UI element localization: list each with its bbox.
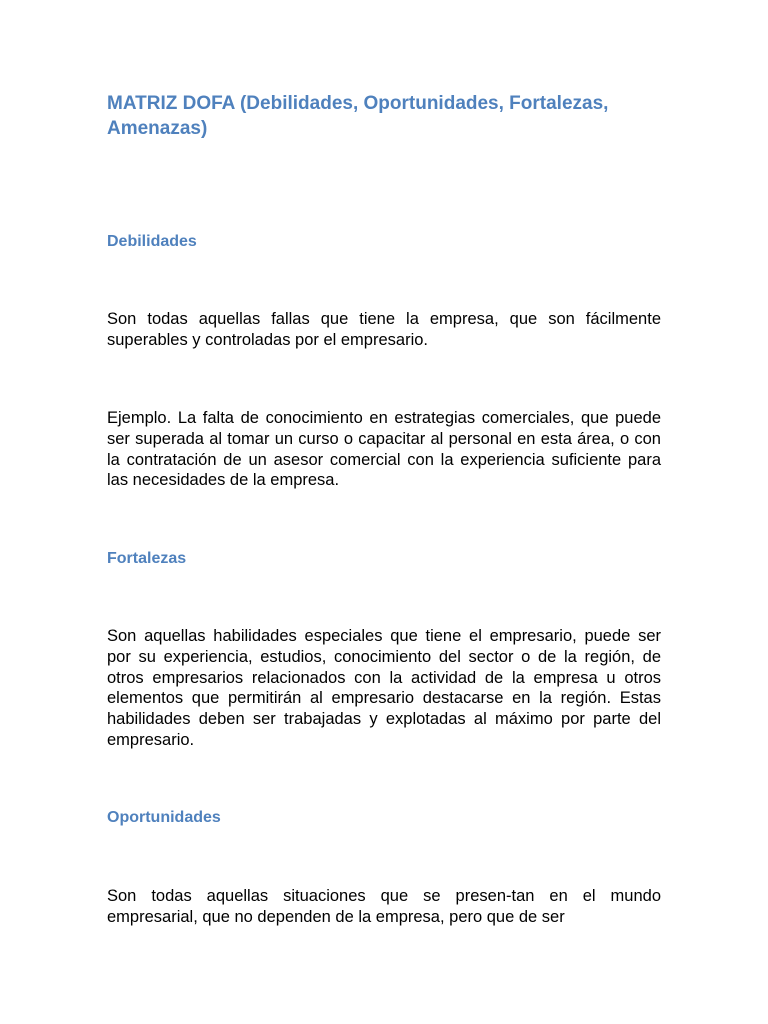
section-heading-debilidades: Debilidades [107, 233, 197, 250]
paragraph-debilidades-definition: Son todas aquellas fallas que tiene la empresa, que son fácilmente superables y controladas por el empresario. [107, 310, 661, 349]
section-heading-fortalezas: Fortalezas [107, 550, 187, 567]
paragraph-debilidades-example: Ejemplo. La falta de conocimiento en estrategias comerciales, que puede ser superada al tomar un curso o capacitar al personal en esta área, o con la contratación de un asesor comercial con la experiencia suficiente para las necesidades de la empresa. [107, 409, 661, 490]
document-title: MATRIZ DOFA (Debilidades, Oportunidades, Fortalezas, Amenazas) [107, 93, 609, 139]
paragraph-fortalezas-definition: Son aquellas habilidades especiales que tiene el empresario, puede ser por su experiencia, estudios, conocimiento del sector o de la región, de otros empresarios relacionados con la actividad de la empresa u otros elementos que permitirán al empresario destacarse en la región. Estas habilidades deben ser trabajadas y explotadas al máximo por parte del empresario. [107, 627, 661, 749]
section-heading-oportunidades: Oportunidades [107, 809, 221, 826]
paragraph-oportunidades-definition: Son todas aquellas situaciones que se presen-tan en el mundo empresarial, que no dependen de la empresa, pero que de ser [107, 887, 661, 926]
